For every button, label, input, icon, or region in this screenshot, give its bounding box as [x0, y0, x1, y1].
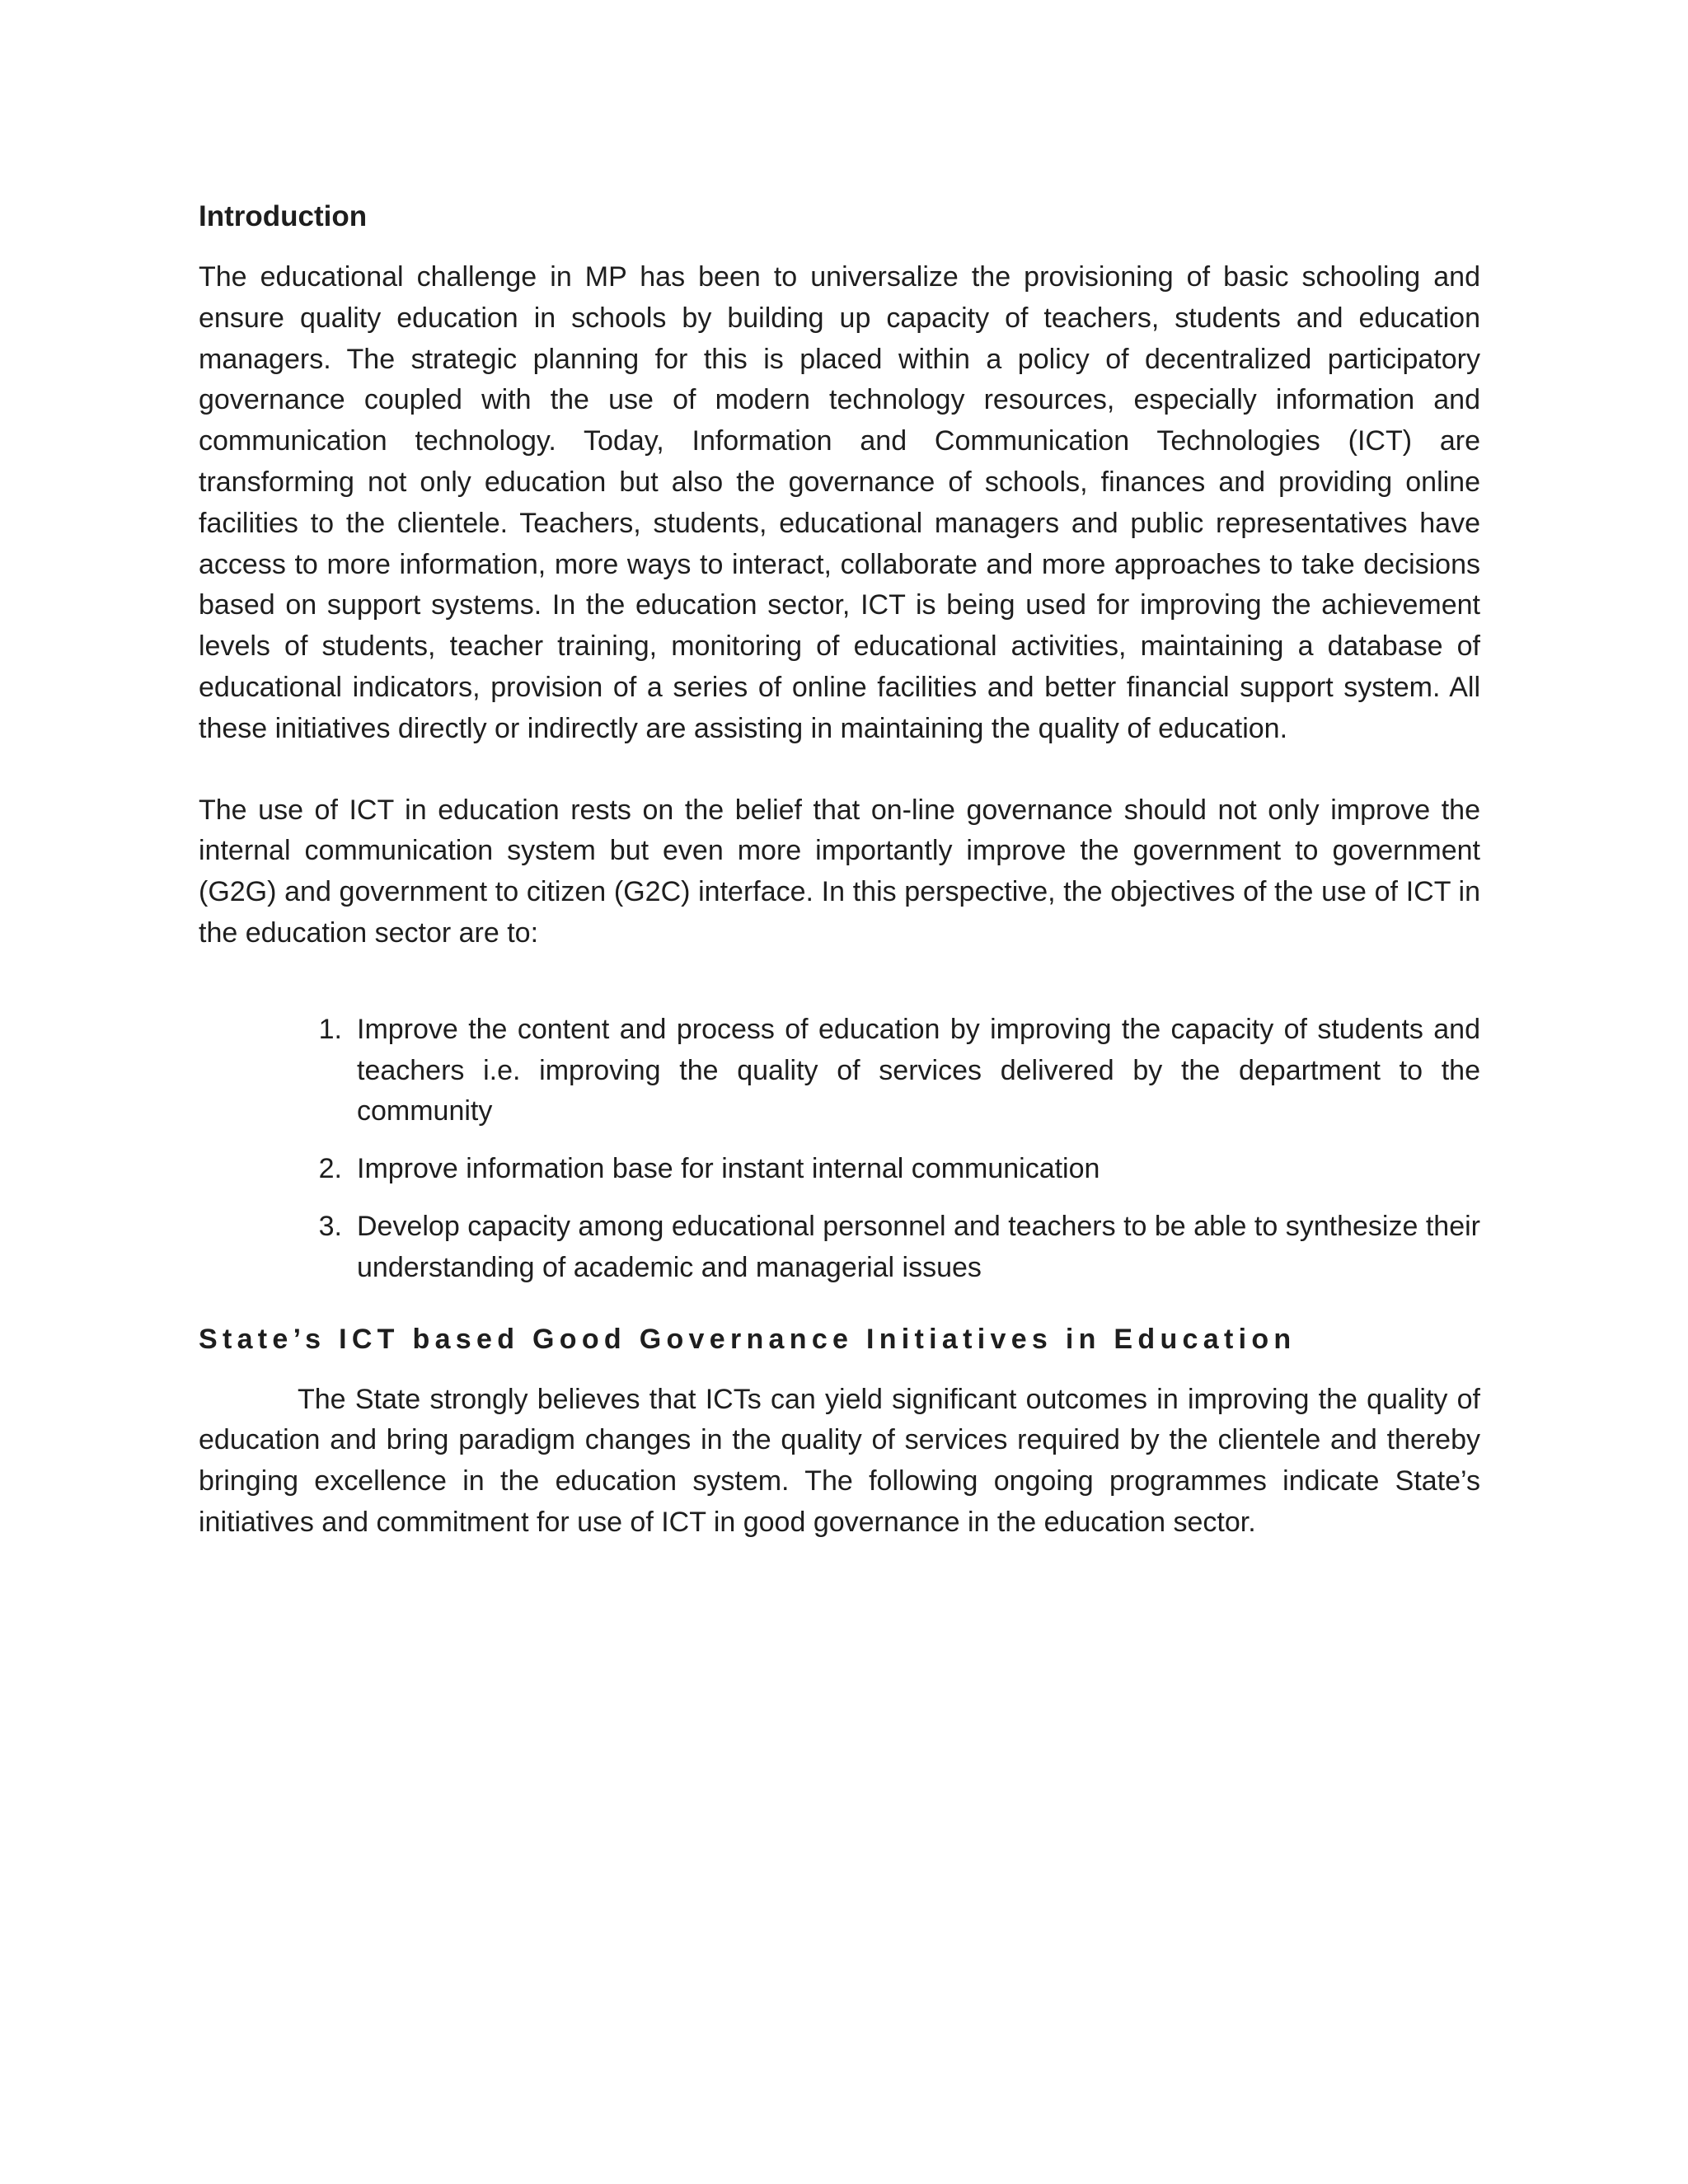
intro-paragraph-1: The educational challenge in MP has been to universalize the provisioning of basic schooling and ensure quality education in schools by building up capacity of teachers, students and education managers. The strategic planning for this is placed within a policy of decentralized participatory governance coupled with the use of modern technology resources, especially information and communication technology. Today, Information and Communication Technologies (ICT) are transforming not only education but also the governance of schools, finances and providing online facilities to the clientele. Teachers, students, educational managers and public representatives have access to more information, more ways to interact, collaborate and more approaches to take decisions based on support systems. In the education sector, ICT is being used for improving the achievement levels of students, teacher training, monitoring of educational activities, maintaining a database of educational indicators, provision of a series of online facilities and better financial support system. All these initiatives directly or indirectly are assisting in maintaining the quality of education.	[199, 261, 1480, 744]
list-item-text: Improve information base for instant internal communication	[357, 1153, 1100, 1185]
list-item-number: 1.	[318, 1013, 342, 1045]
state-initiatives-heading: State’s ICT based Good Governance Initiatives in Education	[199, 1323, 1296, 1355]
list-item	[199, 1010, 1480, 1132]
introduction-heading: Introduction	[199, 200, 368, 232]
list-item	[199, 1149, 1480, 1190]
list-item-text: Improve the content and process of education by improving the capacity of students and teachers i.e. improving the quality of services delivered by the department to the community	[357, 1013, 1480, 1127]
list-item-number: 2.	[318, 1153, 342, 1185]
list-item	[199, 1207, 1480, 1289]
list-item-number: 3.	[318, 1210, 342, 1242]
state-initiatives-paragraph: The State strongly believes that ICTs can yield significant outcomes in improving the quality of education and bring paradigm changes in the quality of services required by the clientele and thereby bringing excellence in the education system. The following ongoing programmes indicate State’s initiatives and commitment for use of ICT in good governance in the education sector.	[199, 1383, 1480, 1538]
objectives-list	[199, 1010, 1480, 1289]
intro-paragraph-2: The use of ICT in education rests on the belief that on-line governance should not only improve the internal communication system but even more importantly improve the government to government (G2G) and government to citizen (G2C) interface. In this perspective, the objectives of the use of ICT in the education sector are to:	[199, 794, 1480, 949]
list-item-text: Develop capacity among educational personnel and teachers to be able to synthesize their understanding of academic and managerial issues	[357, 1210, 1480, 1283]
document-page	[199, 196, 1480, 1544]
